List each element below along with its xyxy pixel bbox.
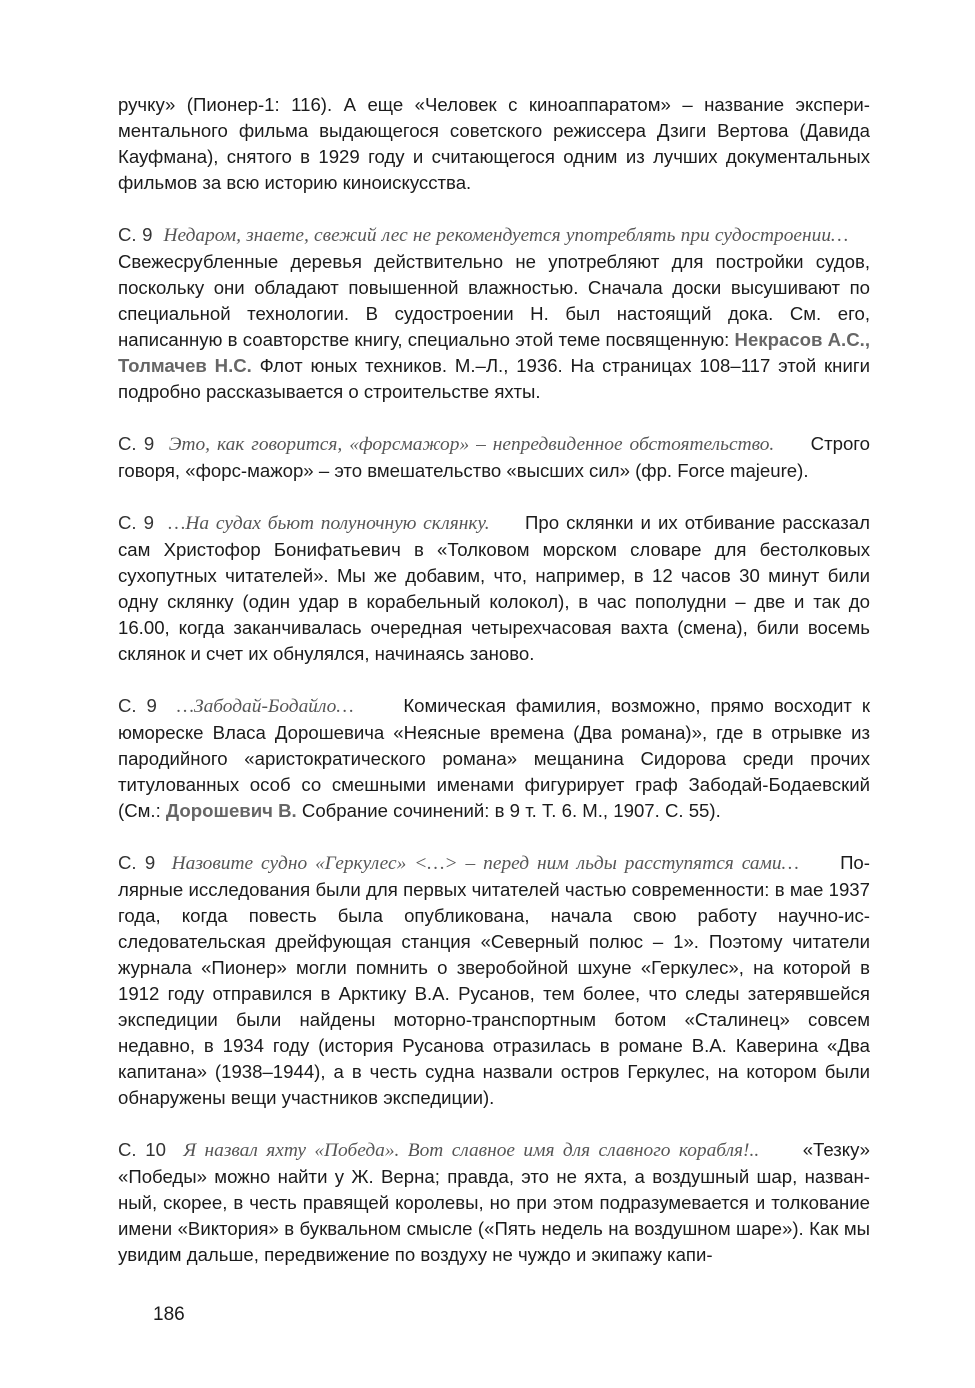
commentary-paragraph — [118, 222, 870, 405]
page-reference: С. 9 — [118, 224, 153, 245]
quoted-passage: Недаром, знаете, свежий лес не рекомендуется употреблять при судостроении… — [163, 225, 849, 246]
paragraph-text: Про склянки и их отбивание рассказал сам Христофор Бонифатьевич в «Толковом морском словаре для бестолковых сухопутных читателей». Мы же добавим, что, например, в 12 часов 30 минут били одну склянку (один удар в корабельный колокол), в час пополудни – две и так до 16.00, когда заканчивалась очередная четырехчасовая вахта (смена), били восемь склянок и счет их обнулялся, начинаясь заново. — [118, 512, 870, 664]
commentary-paragraph — [118, 92, 870, 196]
commentary-paragraph — [118, 431, 870, 484]
page-reference: С. 9 — [118, 695, 157, 716]
page-reference: С. 9 — [118, 433, 155, 454]
quoted-passage: …Забодай-Бодайло… — [176, 696, 354, 717]
quoted-passage: …На судах бьют полуночную склянку. — [168, 513, 490, 534]
paragraph-text: «Тезку» «Победы» можно найти у Ж. Верна; правда, это не яхта, а воздушный шар, названный, скорее, в честь правящей королевы, но при этом подразумевается и толкование имени «Виктория» в буквальном смысле («Пять недель на воздушном шаре»). Как мы увидим дальше, передвижение по воздуху не чуждо и экипажу капи- — [118, 1139, 870, 1265]
commentary-paragraph — [118, 510, 870, 667]
paragraph-text: Свежесрубленные деревья действительно не употребляют для постройки судов, поскольку они обладают повышенной влажностью. Сначала доски высушивают по специальной технологии. В судостроении Н. был настоящий дока. См. его, написанную в соавторстве книгу, специально этой теме посвященную: — [118, 251, 870, 350]
page-reference: С. 9 — [118, 852, 156, 873]
commentary-paragraph — [118, 693, 870, 824]
quoted-passage: Я назвал яхту «Победа». Вот славное имя для славного корабля!.. — [183, 1140, 760, 1161]
paragraph-text: Комическая фамилия, возможно, прямо восходит к юмореске Власа Дорошевича «Неясные времена (Два романа)», где в отрывке из пародийного «аристократического романа» мещанина Сидорова среди прочих титулованных особ со смешными именами фигурирует граф Забодай-Бодаевский (См.: — [118, 695, 870, 821]
author-name: Некрасов А.С., Толмачев Н.С. — [118, 329, 870, 376]
quoted-passage: Это, как говорится, «форсмажор» – непредвиденное обстоятельство. — [168, 434, 775, 455]
page-reference: С. 10 — [118, 1139, 166, 1160]
quoted-passage: Назовите судно «Геркулес» <…> – перед ним льды расступятся сами… — [171, 853, 799, 874]
page-body — [118, 92, 870, 1294]
page-number: 186 — [153, 1304, 185, 1325]
author-name: Дорошевич В. — [165, 800, 297, 821]
commentary-paragraph — [118, 850, 870, 1111]
paragraph-text: Полярные исследования были для первых читателей частью современности: в мае 1937 года, когда повесть была опубликована, начала свою работу научно-исследовательская дрейфующая станция «Северный полюс – 1». Поэтому читатели журнала «Пионер» могли помнить о зверобойной шхуне «Геркулес», на которой в 1912 году отправился в Арктику В.А. Русанов, тем более, что следы затерявшейся экспедиции были найдены моторно-транспортным ботом «Сталинец» совсем недавно, в 1934 году (история Русанова отразилась в романе В.А. Каверина «Два капитана» (1938–1944), а в честь судна назвали остров Геркулес, на котором были обнаружены вещи участников экспедиции). — [118, 852, 870, 1108]
paragraph-text: ручку» (Пионер-1: 116). А еще «Человек с киноаппаратом» – название экспериментального фильма выдающегося советского режиссера Дзиги Вертова (Давида Кауфмана), снятого в 1929 году и считающегося одним из лучших документальных фильмов за всю историю киноискусства. — [118, 94, 870, 193]
paragraph-text: Строго говоря, «форс-мажор» – это вмешательство «высших сил» (фр. Force majeure). — [118, 433, 870, 481]
paragraph-text: Собрание сочинений: в 9 т. Т. 6. М., 1907. С. 55). — [296, 800, 721, 821]
paragraph-text: Флот юных техников. М.–Л., 1936. На страницах 108–117 этой книги подробно рассказывается о строительстве яхты. — [118, 355, 871, 402]
commentary-paragraph — [118, 1137, 870, 1268]
page-reference: С. 9 — [118, 512, 155, 533]
